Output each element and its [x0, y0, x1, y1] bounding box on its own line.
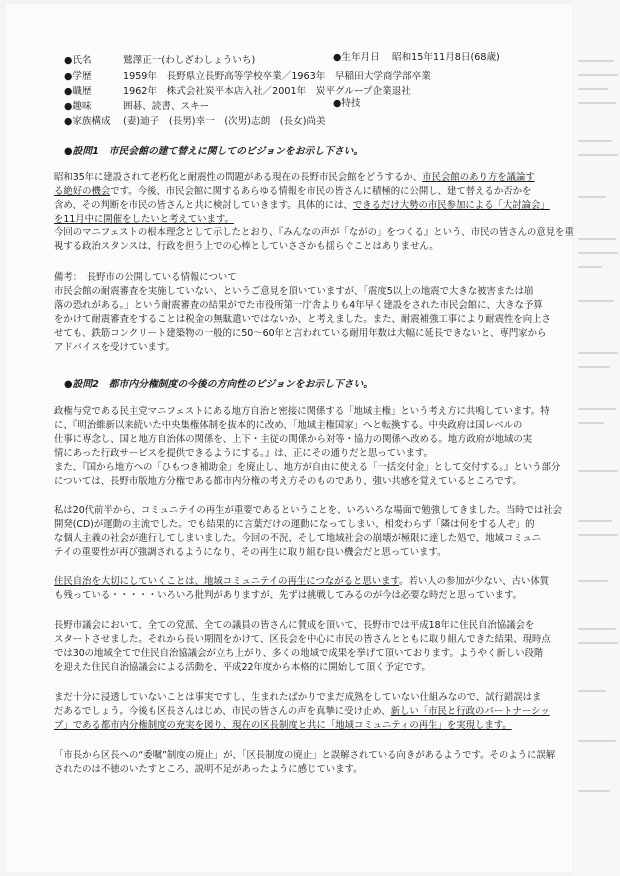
career-label: ●職歴 [64, 86, 92, 97]
q1-note-line: 市民会館の耐震審査を実施していない、というご意見を頂いていますが、「震度5以上の地震で大きな被害または崩 [54, 286, 534, 297]
q1-paragraph-line [54, 200, 550, 211]
education-value: 1959年 長野県立長野高等学校卒業／1963年 早稲田大学商学部卒業 [123, 71, 431, 82]
q1-underlined-text: る絶好の機会 [54, 186, 111, 197]
skill-label: ●特技 [333, 98, 361, 109]
q2-paragraph-line [54, 720, 512, 731]
q2-paragraph-line: 政権与党である民主党マニフェストにある地方自治と密接に関係する「地域主権」という考え方に共鳴しています。特 [54, 406, 550, 417]
question-2-heading: ●設問2 都市内分権制度の今後の方向性のビジョンをお示し下さい。 [64, 379, 374, 390]
q1-note-line: せても、鉄筋コンクリート建築物の一般的に50～60年と言われている耐用年数は大幅に延長できないと、専門家から [54, 328, 547, 339]
q2-paragraph-line: な個人主義の社会が進行してしまいました。今回の不況、そして地域社会の崩壊が極限に達した処で、地域コミュニ [54, 533, 542, 544]
q2-underlined-text: 新しい「市民と行政のパートナーシッ [390, 706, 550, 717]
question-1-heading: ●設問1 市民会館の建て替えに関してのビジョンをお示し下さい。 [64, 146, 364, 157]
q1-text: 昭和35年に建設されて老朽化と耐震性の問題がある現在の長野市民会館をどうするか、 [54, 172, 423, 183]
q2-text: 。若い人の参加が少ない、古い体質 [399, 576, 550, 587]
q2-paragraph-line: 仕事に専念し、国と地方自治体の関係を、上下・主従の関係から対等・協力の関係へ改める。地方政府が地域の実 [54, 434, 533, 445]
q1-text: 含め、その判断を市民の皆さんと共に検討していきます。具体的には、 [54, 200, 353, 211]
family-value: (妻)迪子 (長男)幸一 (次男)志朗 (長女)尚美 [123, 116, 326, 127]
q2-paragraph-line [54, 706, 550, 717]
education-label: ●学歴 [64, 71, 92, 82]
birth-value: 昭和15年11月8日(68歳) [392, 52, 500, 63]
q2-paragraph-line: スタートさせました。それから長い期間をかけて、区長会を中心に市民の皆さんとともに取り組んできた結果、現時点 [54, 634, 551, 645]
q2-paragraph-line: 長野市議会において、全ての党派、全ての議員の皆さんに賛成を頂いて、長野市では平成18年に住民自治協議会を [54, 620, 535, 631]
q1-underlined-text: を11月中に開催をしたいと考えています。 [54, 214, 234, 225]
q1-text: です。今後、市民会館に関するあらゆる情報を市民の皆さんに積極的に公開し、建て替えるか否かを [110, 186, 532, 197]
q2-text: だあるでしょう。今後も区長さんはじめ、市民の皆さんの声を真摯に受け止め、 [54, 706, 391, 717]
q2-paragraph-line [54, 576, 549, 587]
facing-page-bleed [574, 0, 620, 876]
career-value: 1962年 株式会社炭平本店入社／2001年 炭平グループ企業退社 [123, 86, 411, 97]
q2-paragraph-line: に、『明治維新以来続いた中央集権体制を抜本的に改め、「地域主権国家」へと転換する。中央政府は国レベルの [54, 420, 523, 431]
q1-note-line: 落の恐れがある。」という耐震審査の結果がでた市役所第一庁舎よりも4年早く建設をされた市民会館に、大きな予算 [54, 300, 543, 311]
q1-paragraph-line: 今回のマニフェストの根本理念として示したとおり、『みんなの声が「ながの」をつくる』という、市民の皆さんの意見を重 [54, 227, 574, 238]
q2-underlined-text: プ」である都市内分権制度の充実を図り、現在の区長制度と共に「地域コミュニティの再生」を実現します。 [54, 720, 512, 731]
q2-paragraph-line: も残っている・・・・・いろいろ批判がありますが、先ずは挑戦してみるのが今は必要な時だと思っています。 [54, 590, 523, 601]
q1-note-title: 備考： 長野市の公開している情報について [54, 272, 237, 283]
q1-paragraph-line: 視する政治スタンスは、行政を担う上での心棒としていささかも揺らぐことはありません。 [54, 241, 439, 252]
name-label: ●氏名 [64, 55, 92, 66]
q2-paragraph-line: されたのは不徳のいたすところ、説明不足があったように感じています。 [54, 764, 363, 775]
q2-paragraph-line: では30の地域全てで住民自治協議会が立ち上がり、多くの地域で成果を挙げて頂いております。ようやく新しい段階 [54, 648, 544, 659]
q2-paragraph-line: 情にあった行政サービスを提供できるようにする。』は、正にその通りだと思っています。 [54, 448, 433, 459]
q2-paragraph-line: また、『国から地方への「ひもつき補助金」を廃止し、地方が自由に使える「一括交付金」として交付する。』という部分 [54, 462, 561, 473]
name-value: 鷲澤正一(わしざわしょういち) [123, 55, 256, 66]
q2-paragraph-line: 「市長から区長への“委嘱”制度の廃止」が、「区長制度の廃止」と誤解されている向きがあるようです。そのように誤解 [54, 750, 556, 761]
family-label: ●家族構成 [64, 116, 111, 127]
q1-paragraph-line [54, 186, 531, 197]
q1-note-line: をかけて耐震審査をすることは税金の無駄遣いではないか、と考えました。また、耐震補強工事により耐震性を向上さ [54, 314, 551, 325]
hobby-label: ●趣味 [64, 101, 92, 112]
q1-paragraph-line [54, 172, 535, 183]
q2-underlined-text: 住民自治を大切にしていくことは、地域コミュニテイの再生につながると思います [54, 576, 400, 587]
birth-label: ●生年月日 [333, 52, 380, 63]
q1-paragraph-line [54, 214, 234, 225]
q2-paragraph-line: 私は20代前半から、コミュニテイの再生が重要であるということを、いろいろな場面で勉強してきました。当時では社会 [54, 505, 562, 516]
q1-underlined-text: できるだけ大勢の市民参加による「大討論会」 [352, 200, 550, 211]
q2-paragraph-line: については、長野市版地方分権である都市内分権の考え方そのものであり、強い共感を覚えているところです。 [54, 476, 522, 487]
q2-paragraph-line: を迎えた住民自治協議会による活動を、平成22年度から本格的に開始して頂く予定です。 [54, 662, 431, 673]
q1-underlined-text: 市民会館のあり方を議論す [422, 172, 535, 183]
q2-paragraph-line: 開発(CD)が運動の主流でした。でも結果的に言葉だけの運動になってしまい、相変わらず「隣は何をする人ぞ」的 [54, 519, 535, 530]
q2-paragraph-line: まだ十分に浸透していないことは事実ですし、生まれたばかりでまだ成熟をしていない仕組みなので、試行錯誤はま [54, 692, 542, 703]
q2-paragraph-line: テイの重要性が再び強調されるようになり、その再生に取り組む良い機会だと思っています。 [54, 547, 447, 558]
hobby-value: 囲碁、読書、スキー [123, 101, 210, 112]
q1-note-line: アドバイスを受けています。 [54, 342, 175, 353]
